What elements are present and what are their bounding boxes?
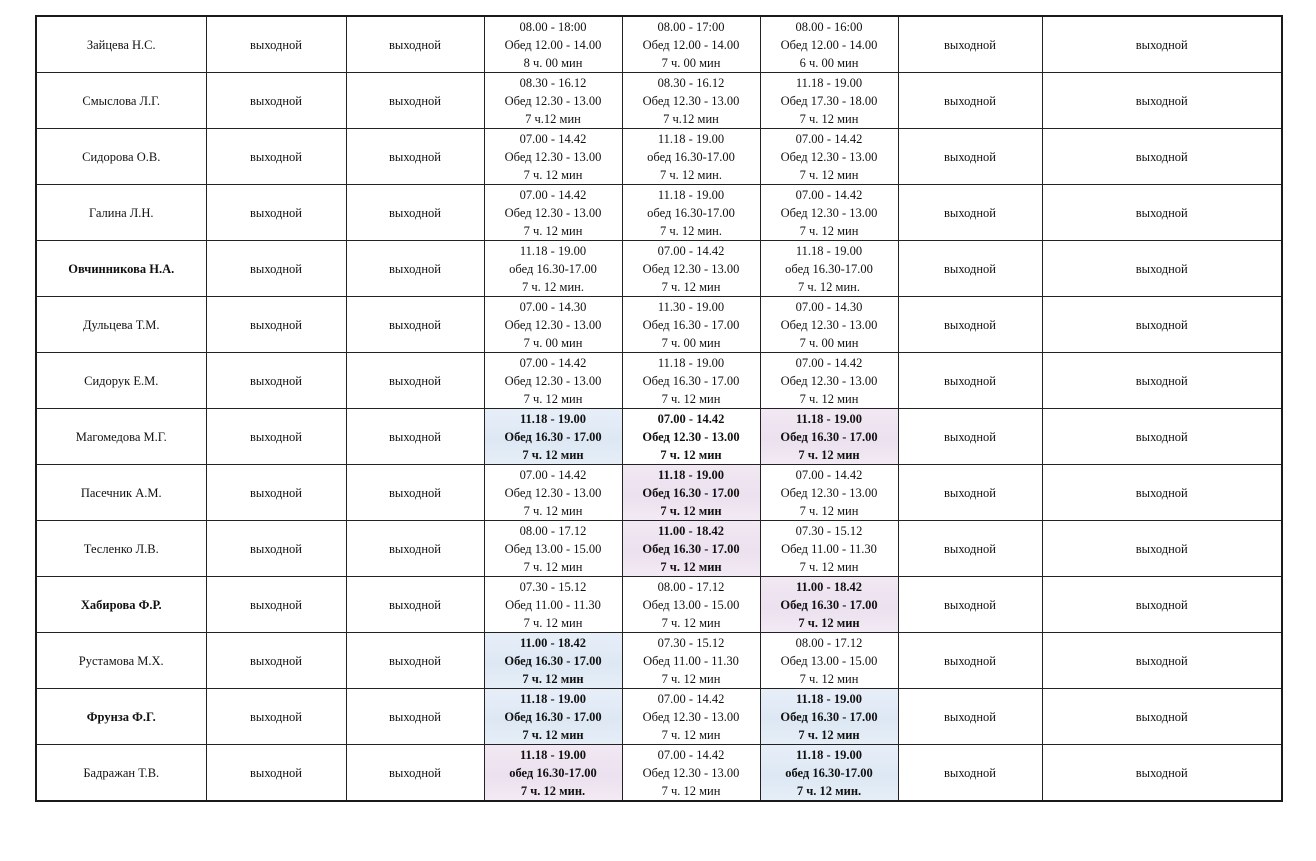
shift-lunch: Обед 16.30 - 17.00	[504, 709, 602, 724]
shift-hours: 7 ч. 12 мин	[523, 167, 583, 182]
shift-cell	[484, 745, 622, 802]
shift-hours: 7 ч. 12 мин	[798, 727, 860, 742]
day-off-cell: выходной	[1042, 745, 1282, 802]
day-off-cell: выходной	[1042, 409, 1282, 465]
shift-time: 11.18 - 19.00	[657, 187, 725, 202]
table-row	[36, 745, 1282, 802]
day-off-cell: выходной	[1042, 521, 1282, 577]
shift-hours: 7 ч. 00 мин	[799, 335, 859, 350]
shift-cell	[760, 353, 898, 409]
shift-cell	[622, 353, 760, 409]
day-off-cell: выходной	[346, 633, 484, 689]
shift-lunch: обед 16.30-17.00	[647, 149, 735, 164]
day-off-cell: выходной	[346, 465, 484, 521]
day-off-cell: выходной	[206, 297, 346, 353]
shift-hours: 8 ч. 00 мин	[523, 55, 583, 70]
shift-time: 11.18 - 19.00	[520, 747, 586, 762]
shift-lunch: Обед 12.30 - 13.00	[642, 709, 740, 724]
shift-time: 11.30 - 19.00	[657, 299, 725, 314]
day-off-cell: выходной	[346, 129, 484, 185]
day-off-cell: выходной	[898, 297, 1042, 353]
shift-time: 07.00 - 14.42	[519, 131, 587, 146]
shift-hours: 7 ч.12 мин	[663, 111, 719, 126]
day-off-cell: выходной	[898, 16, 1042, 73]
shift-cell	[484, 577, 622, 633]
shift-cell	[622, 689, 760, 745]
day-off-cell: выходной	[206, 633, 346, 689]
shift-time: 08.00 - 17.12	[795, 635, 863, 650]
day-off-cell: выходной	[1042, 465, 1282, 521]
shift-cell	[622, 577, 760, 633]
shift-lunch: Обед 16.30 - 17.00	[642, 373, 740, 388]
shift-hours: 7 ч. 12 мин	[523, 615, 583, 630]
shift-hours: 7 ч. 12 мин	[660, 447, 722, 462]
employee-name-cell: Хабирова Ф.Р.	[36, 577, 206, 633]
table-row	[36, 73, 1282, 129]
employee-name-cell: Дульцева Т.М.	[36, 297, 206, 353]
shift-cell	[760, 297, 898, 353]
shift-lunch: Обед 12.30 - 13.00	[642, 429, 740, 444]
shift-time: 07.00 - 14.30	[519, 299, 587, 314]
shift-lunch: Обед 12.30 - 13.00	[504, 485, 602, 500]
shift-hours: 7 ч. 12 мин	[799, 391, 859, 406]
shift-time: 08.00 - 17:00	[657, 19, 725, 34]
shift-hours: 7 ч. 12 мин	[523, 559, 583, 574]
day-off-cell: выходной	[206, 185, 346, 241]
shift-time: 11.18 - 19.00	[520, 411, 586, 426]
shift-lunch: Обед 12.00 - 14.00	[642, 37, 740, 52]
shift-time: 11.18 - 19.00	[795, 75, 863, 90]
table-row	[36, 353, 1282, 409]
day-off-cell: выходной	[1042, 689, 1282, 745]
schedule-body	[36, 16, 1282, 801]
day-off-cell: выходной	[346, 297, 484, 353]
table-row	[36, 521, 1282, 577]
shift-cell	[622, 633, 760, 689]
shift-cell	[484, 521, 622, 577]
table-row	[36, 633, 1282, 689]
employee-name-cell: Фрунза Ф.Г.	[36, 689, 206, 745]
shift-hours: 7 ч. 00 мин	[661, 335, 721, 350]
shift-hours: 7 ч. 00 мин	[661, 55, 721, 70]
shift-hours: 7 ч. 00 мин	[523, 335, 583, 350]
shift-hours: 7 ч. 12 мин	[660, 559, 722, 574]
shift-lunch: Обед 11.00 - 11.30	[643, 653, 739, 668]
shift-lunch: Обед 12.30 - 13.00	[780, 373, 878, 388]
shift-hours: 7 ч. 12 мин	[661, 391, 721, 406]
shift-lunch: Обед 17.30 - 18.00	[780, 93, 878, 108]
shift-time: 07.00 - 14.42	[795, 467, 863, 482]
shift-cell	[760, 129, 898, 185]
shift-lunch: Обед 16.30 - 17.00	[780, 429, 878, 444]
shift-cell	[622, 129, 760, 185]
shift-time: 07.30 - 15.12	[795, 523, 863, 538]
employee-name-cell: Галина Л.Н.	[36, 185, 206, 241]
shift-lunch: обед 16.30-17.00	[785, 261, 873, 276]
shift-hours: 7 ч. 12 мин	[523, 223, 583, 238]
day-off-cell: выходной	[346, 409, 484, 465]
shift-time: 08.00 - 18:00	[519, 19, 587, 34]
table-row	[36, 185, 1282, 241]
shift-lunch: Обед 16.30 - 17.00	[780, 709, 878, 724]
day-off-cell: выходной	[206, 465, 346, 521]
shift-time: 11.18 - 19.00	[795, 243, 863, 258]
shift-hours: 7 ч. 12 мин.	[660, 223, 722, 238]
employee-name-cell: Смыслова Л.Г.	[36, 73, 206, 129]
day-off-cell: выходной	[1042, 16, 1282, 73]
shift-lunch: Обед 12.30 - 13.00	[504, 149, 602, 164]
shift-hours: 7 ч. 12 мин.	[798, 279, 860, 294]
day-off-cell: выходной	[1042, 577, 1282, 633]
day-off-cell: выходной	[898, 185, 1042, 241]
shift-lunch: Обед 16.30 - 17.00	[504, 653, 602, 668]
employee-name-cell: Тесленко Л.В.	[36, 521, 206, 577]
day-off-cell: выходной	[206, 241, 346, 297]
shift-cell	[622, 521, 760, 577]
day-off-cell: выходной	[898, 465, 1042, 521]
shift-lunch: Обед 16.30 - 17.00	[780, 597, 878, 612]
shift-cell	[760, 241, 898, 297]
table-row	[36, 16, 1282, 73]
shift-lunch: Обед 13.00 - 15.00	[642, 597, 740, 612]
shift-hours: 7 ч. 12 мин	[661, 727, 721, 742]
employee-name-cell: Рустамова М.Х.	[36, 633, 206, 689]
shift-cell	[484, 16, 622, 73]
shift-time: 07.30 - 15.12	[519, 579, 587, 594]
shift-lunch: Обед 12.30 - 13.00	[642, 93, 740, 108]
shift-hours: 7 ч. 12 мин.	[522, 279, 584, 294]
day-off-cell: выходной	[898, 73, 1042, 129]
shift-time: 07.00 - 14.42	[795, 131, 863, 146]
day-off-cell: выходной	[898, 129, 1042, 185]
shift-cell	[484, 409, 622, 465]
shift-time: 11.00 - 18.42	[796, 579, 862, 594]
shift-hours: 7 ч. 12 мин.	[520, 783, 586, 798]
day-off-cell: выходной	[346, 185, 484, 241]
shift-hours: 7 ч. 12 мин	[799, 671, 859, 686]
shift-time: 08.00 - 16:00	[795, 19, 863, 34]
shift-time: 11.18 - 19.00	[796, 411, 862, 426]
work-schedule-table	[35, 15, 1283, 802]
shift-time: 11.18 - 19.00	[657, 131, 725, 146]
shift-cell	[622, 465, 760, 521]
day-off-cell: выходной	[1042, 73, 1282, 129]
shift-hours: 7 ч. 12 мин	[661, 783, 721, 798]
day-off-cell: выходной	[206, 521, 346, 577]
shift-lunch: Обед 12.00 - 14.00	[504, 37, 602, 52]
shift-lunch: Обед 12.30 - 13.00	[780, 317, 878, 332]
table-row	[36, 129, 1282, 185]
shift-lunch: обед 16.30-17.00	[785, 765, 873, 780]
shift-lunch: Обед 16.30 - 17.00	[642, 485, 740, 500]
shift-hours: 7 ч. 12 мин	[661, 671, 721, 686]
shift-cell	[484, 241, 622, 297]
shift-cell	[622, 73, 760, 129]
shift-time: 11.18 - 19.00	[796, 747, 862, 762]
day-off-cell: выходной	[346, 689, 484, 745]
employee-name-cell: Магомедова М.Г.	[36, 409, 206, 465]
shift-time: 07.00 - 14.30	[795, 299, 863, 314]
shift-time: 11.00 - 18.42	[520, 635, 586, 650]
shift-cell	[622, 241, 760, 297]
shift-hours: 7 ч. 12 мин	[799, 167, 859, 182]
day-off-cell: выходной	[1042, 633, 1282, 689]
shift-cell	[484, 73, 622, 129]
shift-lunch: обед 16.30-17.00	[509, 261, 597, 276]
shift-lunch: обед 16.30-17.00	[509, 765, 597, 780]
shift-time: 11.18 - 19.00	[657, 355, 725, 370]
shift-cell	[484, 353, 622, 409]
shift-hours: 7 ч. 12 мин	[661, 279, 721, 294]
shift-hours: 7 ч. 12 мин.	[660, 167, 722, 182]
shift-hours: 7 ч. 12 мин	[799, 223, 859, 238]
shift-time: 07.00 - 14.42	[657, 243, 725, 258]
shift-hours: 7 ч. 12 мин	[799, 503, 859, 518]
employee-name-cell: Овчинникова Н.А.	[36, 241, 206, 297]
table-row	[36, 577, 1282, 633]
table-row	[36, 465, 1282, 521]
shift-cell	[760, 185, 898, 241]
shift-hours: 7 ч. 12 мин	[522, 671, 584, 686]
shift-cell	[622, 185, 760, 241]
day-off-cell: выходной	[898, 409, 1042, 465]
shift-lunch: Обед 16.30 - 17.00	[642, 541, 740, 556]
employee-name-cell: Сидорова О.В.	[36, 129, 206, 185]
day-off-cell: выходной	[346, 745, 484, 802]
shift-time: 07.00 - 14.42	[795, 187, 863, 202]
day-off-cell: выходной	[346, 521, 484, 577]
day-off-cell: выходной	[346, 353, 484, 409]
shift-lunch: обед 16.30-17.00	[647, 205, 735, 220]
shift-hours: 7 ч. 12 мин	[799, 559, 859, 574]
shift-cell	[760, 689, 898, 745]
schedule-page	[35, 15, 1281, 802]
day-off-cell: выходной	[898, 241, 1042, 297]
shift-time: 11.18 - 19.00	[520, 691, 586, 706]
shift-cell	[484, 633, 622, 689]
table-row	[36, 241, 1282, 297]
table-row	[36, 409, 1282, 465]
employee-name-cell: Зайцева Н.С.	[36, 16, 206, 73]
shift-time: 07.30 - 15.12	[657, 635, 725, 650]
shift-cell	[484, 185, 622, 241]
shift-time: 07.00 - 14.42	[657, 411, 725, 426]
shift-cell	[622, 745, 760, 802]
shift-lunch: Обед 11.00 - 11.30	[781, 541, 877, 556]
shift-hours: 7 ч. 12 мин	[523, 391, 583, 406]
shift-lunch: Обед 12.30 - 13.00	[780, 149, 878, 164]
shift-hours: 7 ч. 12 мин	[522, 727, 584, 742]
shift-cell	[484, 689, 622, 745]
shift-time: 08.00 - 17.12	[519, 523, 587, 538]
shift-cell	[484, 465, 622, 521]
day-off-cell: выходной	[1042, 185, 1282, 241]
day-off-cell: выходной	[898, 521, 1042, 577]
shift-hours: 7 ч. 12 мин	[660, 503, 722, 518]
shift-time: 08.00 - 17.12	[657, 579, 725, 594]
shift-lunch: Обед 12.30 - 13.00	[504, 205, 602, 220]
shift-time: 07.00 - 14.42	[519, 355, 587, 370]
day-off-cell: выходной	[206, 129, 346, 185]
day-off-cell: выходной	[206, 745, 346, 802]
shift-time: 11.18 - 19.00	[519, 243, 587, 258]
shift-lunch: Обед 12.30 - 13.00	[504, 93, 602, 108]
shift-time: 08.30 - 16.12	[657, 75, 725, 90]
shift-lunch: Обед 13.00 - 15.00	[504, 541, 602, 556]
day-off-cell: выходной	[346, 241, 484, 297]
day-off-cell: выходной	[346, 16, 484, 73]
shift-cell	[760, 409, 898, 465]
day-off-cell: выходной	[346, 577, 484, 633]
shift-cell	[760, 633, 898, 689]
shift-cell	[760, 465, 898, 521]
shift-lunch: Обед 12.30 - 13.00	[504, 317, 602, 332]
shift-hours: 7 ч. 12 мин	[798, 615, 860, 630]
shift-time: 08.30 - 16.12	[519, 75, 587, 90]
shift-hours: 7 ч. 12 мин	[523, 503, 583, 518]
shift-cell	[760, 745, 898, 802]
day-off-cell: выходной	[206, 16, 346, 73]
shift-lunch: Обед 12.30 - 13.00	[780, 205, 878, 220]
shift-time: 11.18 - 19.00	[658, 467, 724, 482]
shift-cell	[622, 16, 760, 73]
shift-hours: 7 ч. 12 мин	[798, 447, 860, 462]
shift-lunch: Обед 12.30 - 13.00	[780, 485, 878, 500]
employee-name-cell: Бадражан Т.В.	[36, 745, 206, 802]
day-off-cell: выходной	[1042, 297, 1282, 353]
day-off-cell: выходной	[1042, 353, 1282, 409]
employee-name-cell: Пасечник А.М.	[36, 465, 206, 521]
day-off-cell: выходной	[206, 73, 346, 129]
day-off-cell: выходной	[898, 633, 1042, 689]
shift-cell	[622, 409, 760, 465]
employee-name-cell: Сидорук Е.М.	[36, 353, 206, 409]
shift-time: 07.00 - 14.42	[795, 355, 863, 370]
shift-time: 11.00 - 18.42	[658, 523, 724, 538]
shift-cell	[484, 129, 622, 185]
shift-cell	[760, 577, 898, 633]
shift-time: 11.18 - 19.00	[796, 691, 862, 706]
shift-hours: 7 ч. 12 мин.	[796, 783, 862, 798]
shift-time: 07.00 - 14.42	[657, 691, 725, 706]
day-off-cell: выходной	[898, 689, 1042, 745]
day-off-cell: выходной	[898, 577, 1042, 633]
shift-cell	[622, 297, 760, 353]
shift-time: 07.00 - 14.42	[657, 747, 725, 762]
shift-time: 07.00 - 14.42	[519, 467, 587, 482]
shift-hours: 7 ч. 12 мин	[661, 615, 721, 630]
shift-lunch: Обед 12.30 - 13.00	[504, 373, 602, 388]
day-off-cell: выходной	[898, 353, 1042, 409]
shift-lunch: Обед 16.30 - 17.00	[504, 429, 602, 444]
day-off-cell: выходной	[206, 689, 346, 745]
day-off-cell: выходной	[206, 577, 346, 633]
day-off-cell: выходной	[346, 73, 484, 129]
shift-lunch: Обед 13.00 - 15.00	[780, 653, 878, 668]
shift-lunch: Обед 16.30 - 17.00	[642, 317, 740, 332]
shift-lunch: Обед 12.00 - 14.00	[780, 37, 878, 52]
shift-time: 07.00 - 14.42	[519, 187, 587, 202]
shift-cell	[760, 521, 898, 577]
shift-cell	[760, 73, 898, 129]
shift-hours: 7 ч. 12 мин	[799, 111, 859, 126]
shift-cell	[484, 297, 622, 353]
table-row	[36, 689, 1282, 745]
day-off-cell: выходной	[1042, 129, 1282, 185]
day-off-cell: выходной	[206, 409, 346, 465]
day-off-cell: выходной	[206, 353, 346, 409]
day-off-cell: выходной	[898, 745, 1042, 802]
shift-cell	[760, 16, 898, 73]
shift-hours: 6 ч. 00 мин	[799, 55, 859, 70]
shift-lunch: Обед 12.30 - 13.00	[642, 765, 740, 780]
shift-hours: 7 ч.12 мин	[525, 111, 581, 126]
shift-hours: 7 ч. 12 мин	[522, 447, 584, 462]
table-row	[36, 297, 1282, 353]
shift-lunch: Обед 12.30 - 13.00	[642, 261, 740, 276]
day-off-cell: выходной	[1042, 241, 1282, 297]
shift-lunch: Обед 11.00 - 11.30	[505, 597, 601, 612]
